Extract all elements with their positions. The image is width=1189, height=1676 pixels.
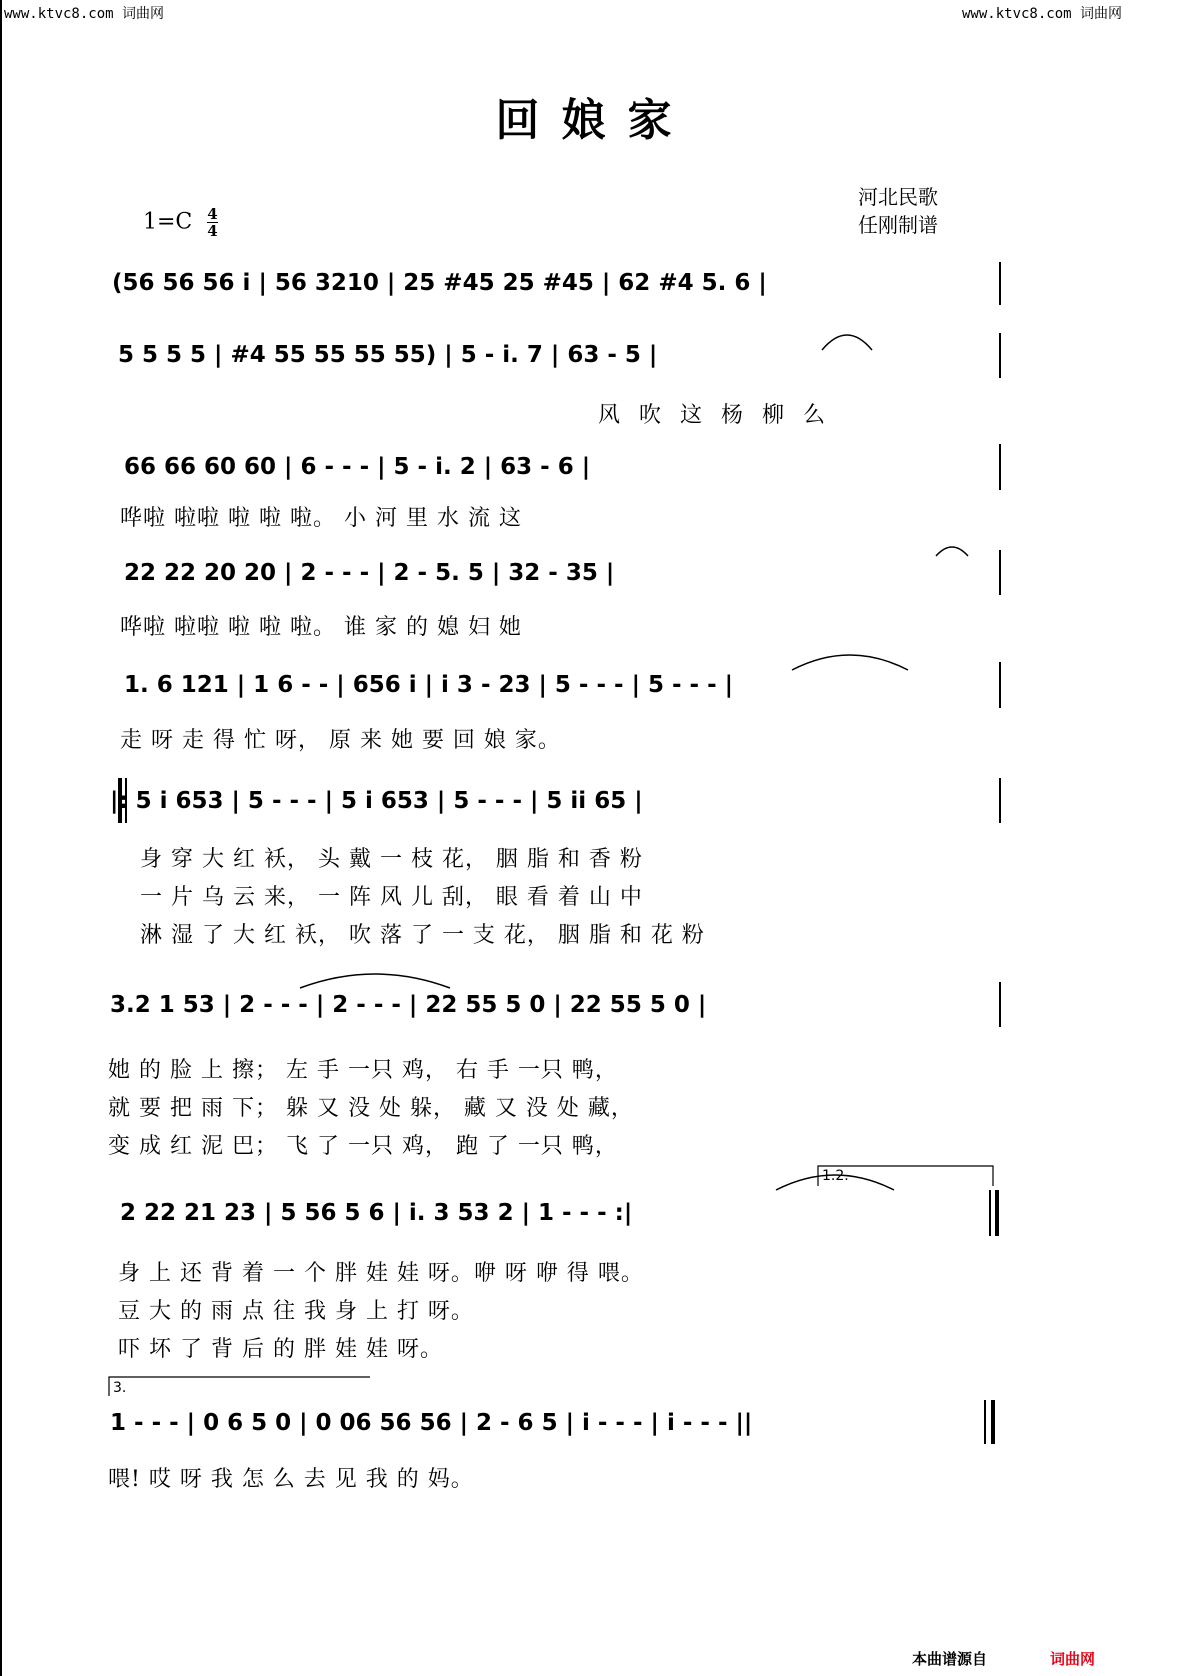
footer-site-logo[interactable]: 词曲网 — [1050, 1650, 1096, 1668]
notation-line-2: 5 5 5 5 | #4 55 55 55 55) | 5 - i. 7 | 63 - 5 | — [118, 342, 658, 368]
lyric-line-6: 一 片 乌 云 来， 一 阵 风 儿 刮， 眼 看 着 山 中 — [140, 885, 643, 910]
notation-line-1: (56 56 56 i | 56 3210 | 25 #45 25 #45 | 62 #4 5. 6 | — [112, 270, 767, 296]
time-beats: 4 — [207, 205, 218, 223]
lyric-line-8: 她 的 脸 上 擦； 左 手 一只 鸡， 右 手 一只 鸭， — [108, 1058, 618, 1083]
footer-source-text: 本曲谱源自 — [912, 1650, 988, 1668]
notation-line-5: 1. 6 121 | 1 6 - - | 656 i | i 3 - 23 | 5 - - - | 5 - - - | — [124, 672, 734, 698]
lyric-line-9: 就 要 把 雨 下； 躲 又 没 处 躲， 藏 又 没 处 藏， — [108, 1096, 634, 1121]
lyric-line-10: 变 成 红 泥 巴； 飞 了 一只 鸡， 跑 了 一只 鸭， — [108, 1134, 618, 1159]
volta-first-ending: 1.2. — [822, 1168, 849, 1184]
lyric-line-7: 淋 湿 了 大 红 袄， 吹 落 了 一 支 花， 胭 脂 和 花 粉 — [140, 923, 705, 948]
site-watermark-right: www.ktvc8.com 词曲网 — [962, 6, 1123, 22]
lyric-line-5: 身 穿 大 红 袄， 头 戴 一 枝 花， 胭 脂 和 香 粉 — [140, 847, 643, 872]
notation-line-8: 2 22 21 23 | 5 56 5 6 | i. 3 53 2 | 1 - - - :| — [120, 1200, 633, 1226]
lyric-line-14: 喂! 哎 呀 我 怎 么 去 见 我 的 妈。 — [108, 1467, 474, 1492]
notation-line-6: |: 5 i 653 | 5 - - - | 5 i 653 | 5 - - - | 5 ii 65 | — [110, 788, 643, 814]
time-unit: 4 — [207, 222, 218, 240]
notation-line-7: 3.2 1 53 | 2 - - - | 2 - - - | 22 55 5 0 | 22 55 5 0 | — [110, 992, 707, 1018]
notation-line-3: 66 66 60 60 | 6 - - - | 5 - i. 2 | 63 - 6 | — [124, 454, 591, 480]
lyric-line-13: 吓 坏 了 背 后 的 胖 娃 娃 呀。 — [118, 1337, 443, 1362]
site-watermark-left: www.ktvc8.com 词曲网 — [4, 6, 165, 22]
time-signature — [207, 206, 217, 239]
lyric-line-4: 走 呀 走 得 忙 呀， 原 来 她 要 回 娘 家。 — [120, 728, 561, 753]
song-title: 回娘家 — [495, 95, 694, 146]
volta-third-ending: 3. — [113, 1380, 127, 1396]
lyric-line-1: 风 吹 这 杨 柳 么 — [598, 403, 831, 428]
lyric-line-2: 哗啦 啦啦 啦 啦 啦。 小 河 里 水 流 这 — [120, 506, 522, 531]
lyric-line-12: 豆 大 的 雨 点 往 我 身 上 打 呀。 — [118, 1299, 474, 1324]
lyric-line-11: 身 上 还 背 着 一 个 胖 娃 娃 呀。咿 呀 咿 得 喂。 — [118, 1261, 644, 1286]
key-label: 1=C — [143, 209, 193, 235]
song-source: 河北民歌 — [858, 185, 938, 209]
notation-line-4: 22 22 20 20 | 2 - - - | 2 - 5. 5 | 32 - 35 | — [124, 560, 615, 586]
song-arranger: 任刚制谱 — [858, 213, 938, 237]
key-signature — [143, 206, 218, 239]
notation-line-9: 1 - - - | 0 6 5 0 | 0 06 56 56 | 2 - 6 5 | i - - - | i - - - || — [110, 1410, 753, 1436]
lyric-line-3: 哗啦 啦啦 啦 啦 啦。 谁 家 的 媳 妇 她 — [120, 615, 522, 640]
